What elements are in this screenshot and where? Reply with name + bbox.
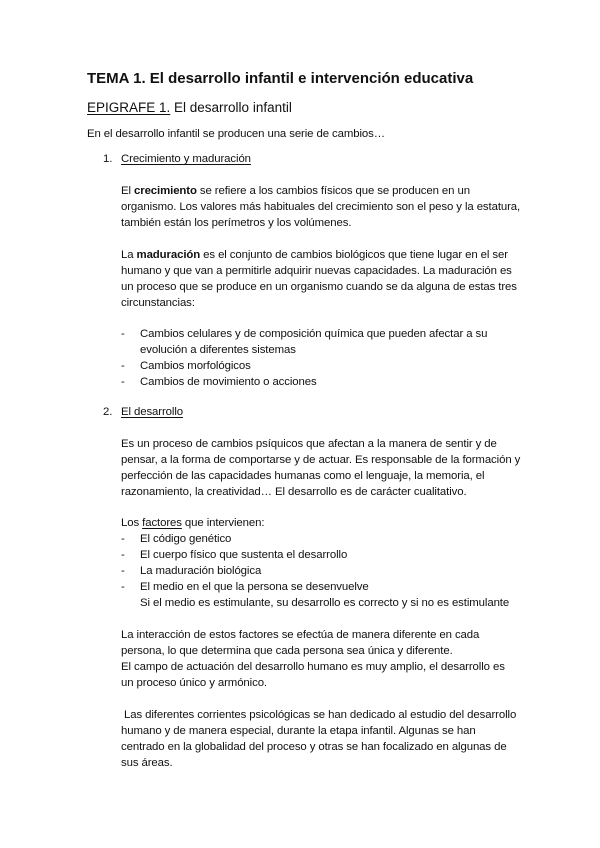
section2-heading: El desarrollo xyxy=(121,406,184,418)
maduracion-line-2: humano y que van a permitirle adquirir nuevas capacidades. La maduración es xyxy=(121,265,512,277)
corrientes-line-2: humano y de manera especial, durante la etapa infantil. Algunas se han xyxy=(121,725,476,737)
corrientes-line-3: centrado en la globalidad del proceso y otras se han focalizado en algunas de xyxy=(121,741,507,753)
bullet-dash: - xyxy=(121,376,125,388)
crecimiento-lead: El xyxy=(121,185,134,197)
bullet-dash: - xyxy=(121,328,125,340)
list-item: Cambios morfológicos xyxy=(140,360,251,372)
factores-lead: Los xyxy=(121,517,143,529)
document-title: TEMA 1. El desarrollo infantil e intervención educativa xyxy=(87,70,474,87)
maduracion-lead: La xyxy=(121,249,137,261)
list-item: El cuerpo físico que sustenta el desarrollo xyxy=(140,549,348,561)
corrientes-line-4: sus áreas. xyxy=(121,757,173,769)
maduracion-term: maduración xyxy=(136,249,201,261)
list-item: La maduración biológica xyxy=(140,565,262,577)
crecimiento-line-3: también están los perímetros y los volúmenes. xyxy=(121,217,352,229)
corrientes-line-1: Las diferentes corrientes psicológicas se han dedicado al estudio del desarrollo xyxy=(124,709,517,721)
crecimiento-line-2: organismo. Los valores más habituales del crecimiento son el peso y la estatura, xyxy=(121,201,521,213)
maduracion-line-3: un proceso que se produce en un organismo cuando se da alguna de estas tres xyxy=(121,281,517,293)
section2-number: 2. xyxy=(103,406,113,418)
bullet-dash: - xyxy=(121,549,125,561)
list-item-continuation: evolución a diferentes sistemas xyxy=(140,344,296,356)
section1-heading: Crecimiento y maduración xyxy=(121,153,251,165)
list-item: El medio en el que la persona se desenvuelve xyxy=(140,581,369,593)
crecimiento-term: crecimiento xyxy=(134,185,197,197)
maduracion-text: es el conjunto de cambios biológicos que tiene lugar en el ser xyxy=(200,249,508,261)
factores-term: factores xyxy=(142,517,182,529)
desarrollo-line-2: pensar, a la forma de comportarse y de actuar. Es responsable de la formación y xyxy=(121,454,521,466)
list-item: El código genético xyxy=(140,533,232,545)
desarrollo-line-1: Es un proceso de cambios psíquicos que afectan a la manera de sentir y de xyxy=(121,438,497,450)
interaccion-line-1: La interacción de estos factores se efectúa de manera diferente en cada xyxy=(121,629,480,641)
factores-heading xyxy=(121,517,264,529)
desarrollo-line-4: razonamiento, la creatividad… El desarrollo es de carácter cualitativo. xyxy=(121,486,467,498)
interaccion-line-3: El campo de actuación del desarrollo humano es muy amplio, el desarrollo es xyxy=(121,661,505,673)
factores-rest: que intervienen: xyxy=(181,517,265,529)
desarrollo-line-3: perfección de las capacidades humanas como el lenguaje, la memoria, el xyxy=(121,470,485,482)
bullet-dash: - xyxy=(121,565,125,577)
bullet-dash: - xyxy=(121,360,125,372)
list-item-continuation: Si el medio es estimulante, su desarrollo es correcto y si no es estimulante xyxy=(140,597,510,609)
maduracion-line-1 xyxy=(121,249,508,261)
crecimiento-text: se refiere a los cambios físicos que se producen en un xyxy=(196,185,470,197)
epigrafe-heading xyxy=(87,100,292,115)
list-item: Cambios celulares y de composición química que pueden afectar a su xyxy=(140,328,488,340)
interaccion-line-4: un proceso único y armónico. xyxy=(121,677,267,689)
bullet-dash: - xyxy=(121,533,125,545)
intro-text: En el desarrollo infantil se producen una serie de cambios… xyxy=(87,128,386,140)
section1-number: 1. xyxy=(103,153,113,165)
maduracion-line-4: circunstancias: xyxy=(121,297,195,309)
interaccion-line-2: persona, lo que determina que cada persona sea única y diferente. xyxy=(121,645,453,657)
epigrafe-label: EPIGRAFE 1. xyxy=(87,100,171,115)
crecimiento-line-1 xyxy=(121,185,470,197)
list-item: Cambios de movimiento o acciones xyxy=(140,376,317,388)
epigrafe-text: El desarrollo infantil xyxy=(170,100,292,115)
bullet-dash: - xyxy=(121,581,125,593)
